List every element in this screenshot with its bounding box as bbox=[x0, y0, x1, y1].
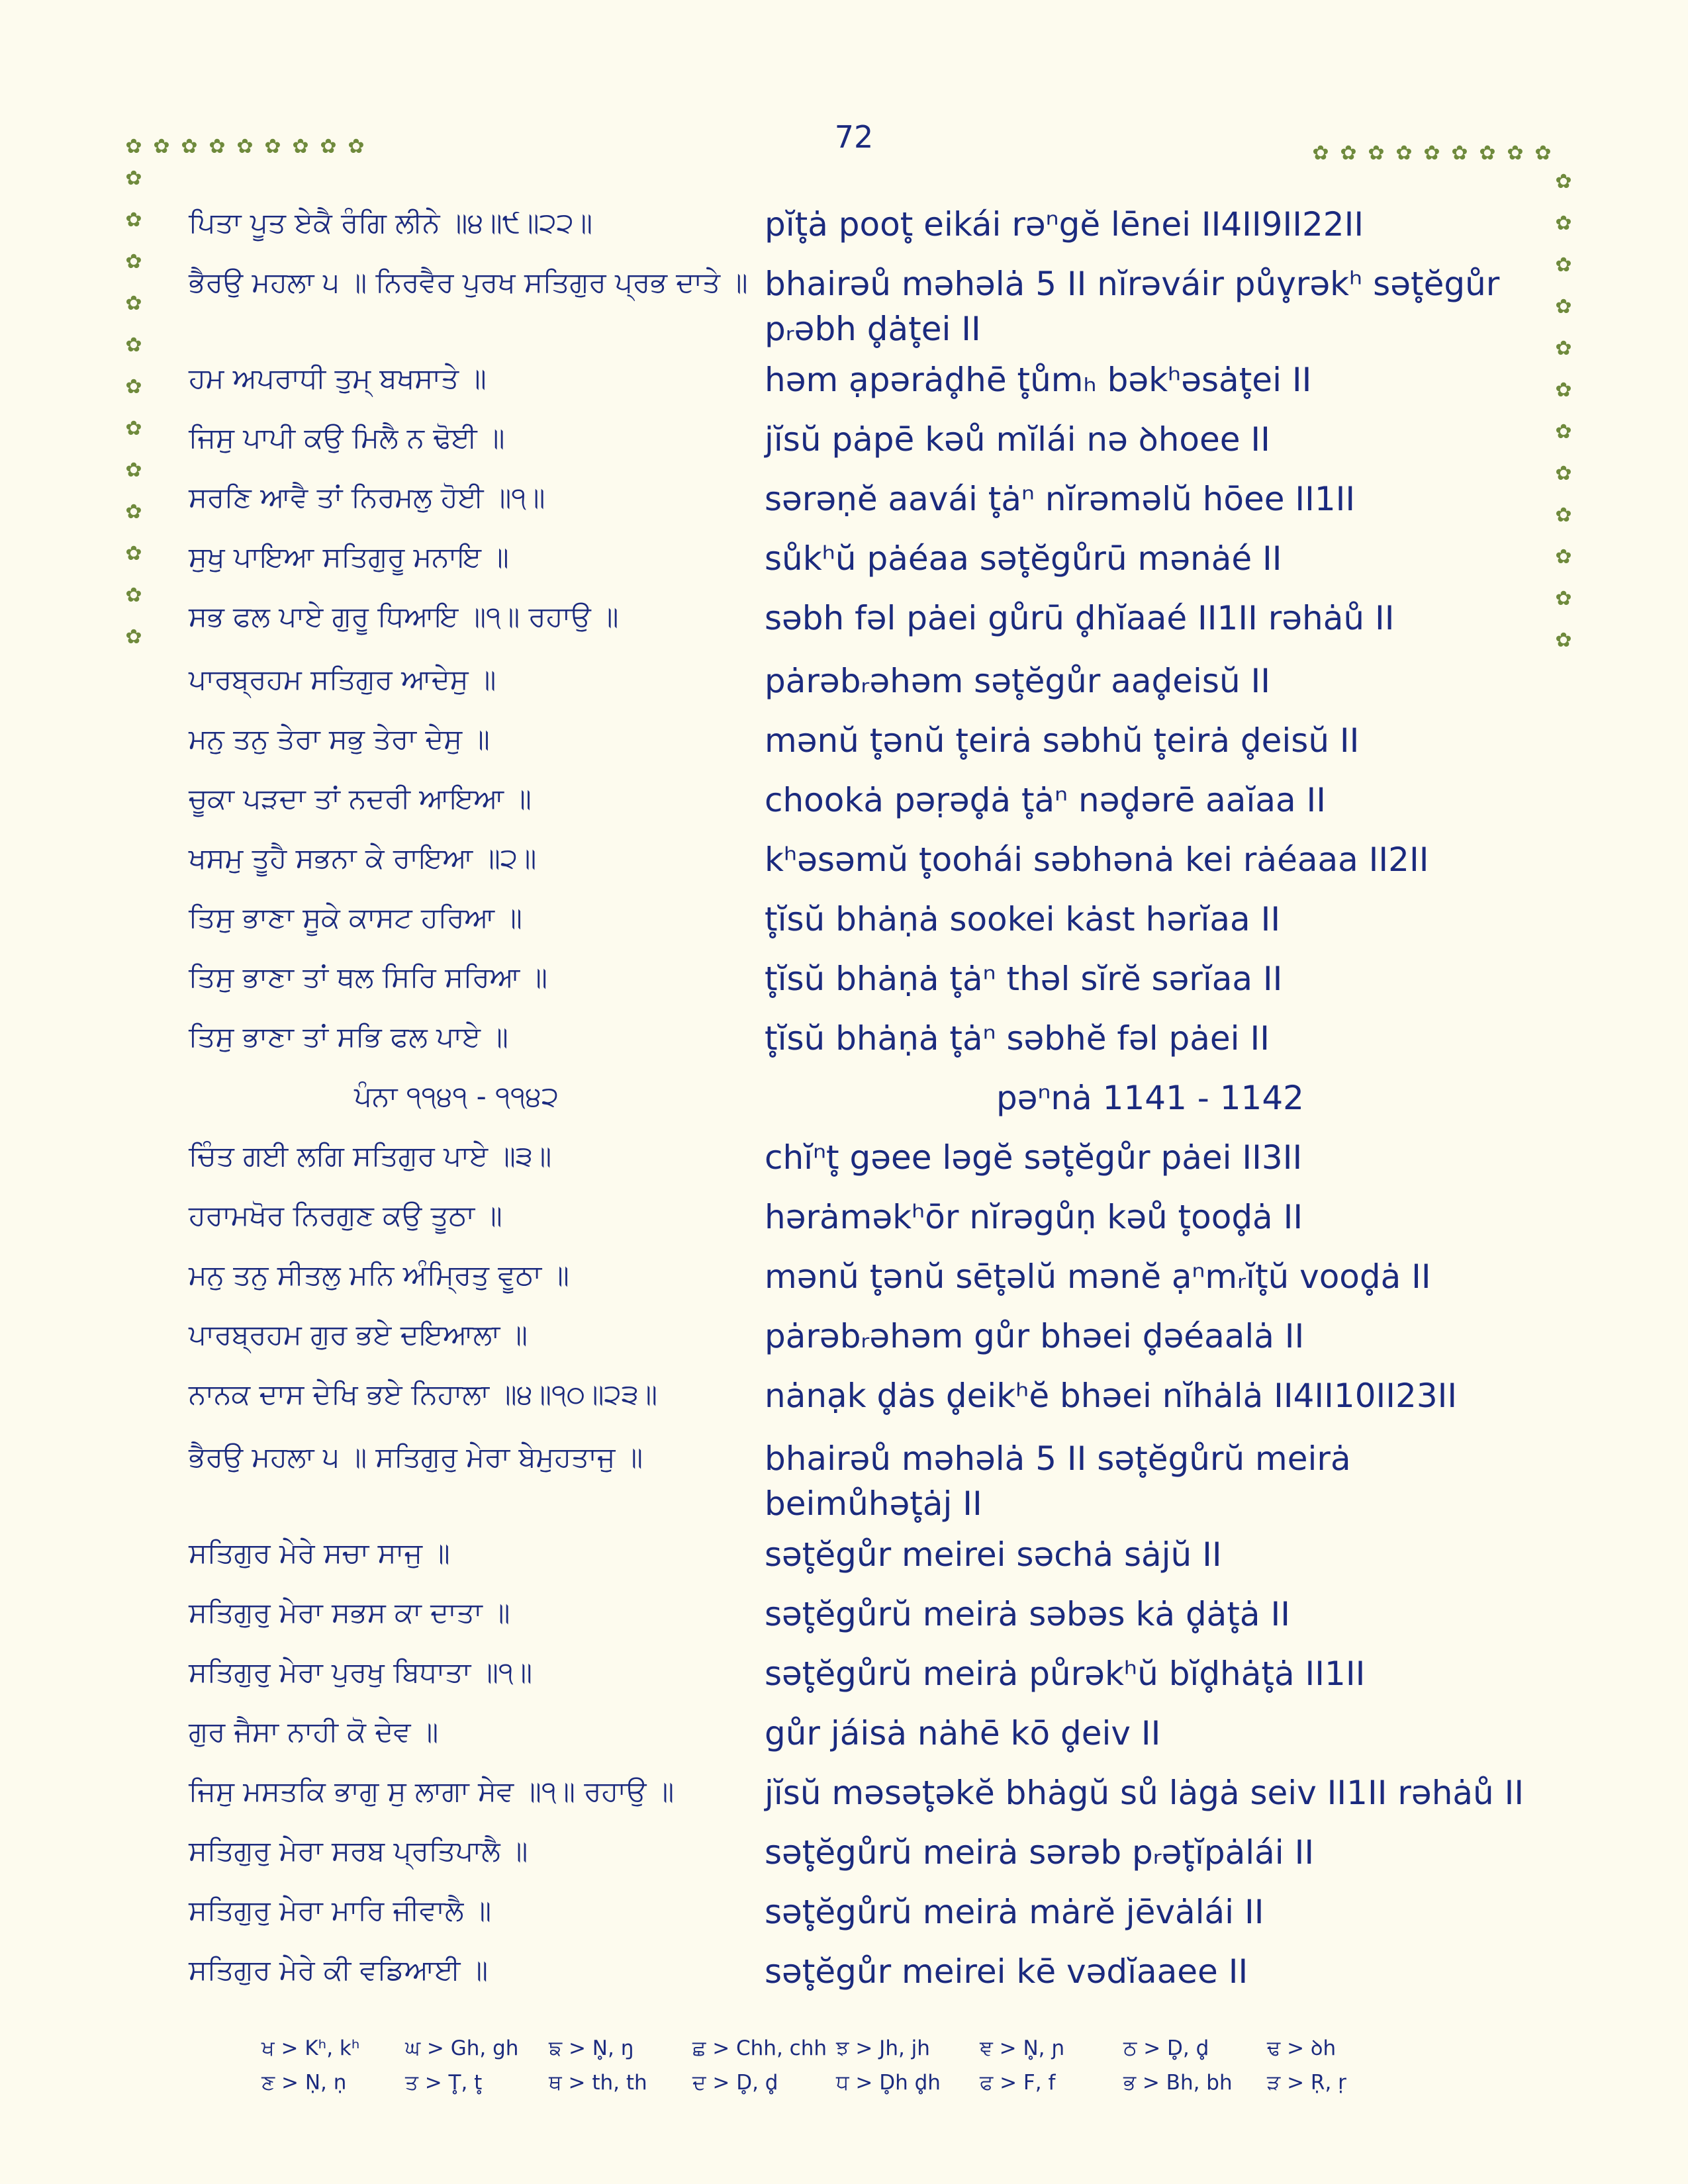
gurmukhi-line: ਸਤਿਗੁਰੁ ਮੇਰਾ ਪੁਰਖੁ ਬਿਧਾਤਾ ॥੧॥ bbox=[189, 1656, 533, 1688]
gurmukhi-line: ਪਾਰਬ੍ਰਹਮ ਗੁਰ ਭਏ ਦਇਆਲਾ ॥ bbox=[189, 1318, 528, 1351]
transliteration-line: t̥ĭsŭ bhȧṇȧ t̥ȧⁿ səbhĕ fəl pȧei II bbox=[765, 1019, 1270, 1058]
verse-row bbox=[189, 1532, 1526, 1574]
verse-row bbox=[189, 1592, 1526, 1634]
flower-ornament-icon: ✿ bbox=[1395, 142, 1413, 165]
flower-ornament-icon: ✿ bbox=[1555, 295, 1572, 318]
gurmukhi-line: ਭੈਰਉ ਮਹਲਾ ੫ ॥ ਨਿਰਵੈਰ ਪੁਰਖ ਸਤਿਗੁਰ ਪ੍ਰਭ ਦਾਤੇ ॥ bbox=[189, 266, 748, 298]
flower-ornament-icon: ✿ bbox=[1312, 142, 1329, 165]
flower-ornament-icon: ✿ bbox=[1555, 212, 1572, 235]
gurmukhi-line: ਸਤਿਗੁਰੁ ਮੇਰਾ ਮਾਰਿ ਜੀਵਾਲੈ ॥ bbox=[189, 1894, 492, 1927]
legend-item: ਞ > N̥, ɲ bbox=[980, 2036, 1065, 2060]
verse-row bbox=[189, 1711, 1526, 1753]
transliteration-line: sət̥ĕgůrŭ meirȧ səbəs kȧ d̥ȧt̥ȧ II bbox=[765, 1595, 1290, 1633]
transliteration-line: bhairəů məhəlȧ 5 II sət̥ĕgůrŭ meirȧ beimůhət̥ȧj II bbox=[765, 1439, 1351, 1523]
transliteration-line: jĭsŭ məsət̥əkĕ bhȧgŭ sů lȧgȧ seiv II1II rəhȧů II bbox=[765, 1774, 1524, 1812]
verse-row bbox=[189, 956, 1526, 999]
transliteration-line: sůkʰŭ pȧéaa sət̥ĕgůrū mənȧé II bbox=[765, 539, 1282, 578]
legend-item: ਭ > Bh, bh bbox=[1123, 2071, 1233, 2095]
transliteration-line: t̥ĭsŭ bhȧṇȧ t̥ȧⁿ thəl sĭrĕ sərĭaa II bbox=[765, 960, 1283, 998]
verse-row bbox=[189, 536, 1526, 578]
transliteration-line: sət̥ĕgůrŭ meirȧ mȧrĕ jēvȧlái II bbox=[765, 1893, 1264, 1931]
gurmukhi-line: ਭੈਰਉ ਮਹਲਾ ੫ ॥ ਸਤਿਗੁਰੁ ਮੇਰਾ ਬੇਮੁਹਤਾਜੁ ॥ bbox=[189, 1441, 643, 1473]
verse-row bbox=[189, 477, 1526, 519]
verse-row bbox=[189, 1135, 1526, 1177]
transliteration-line: sət̥ĕgůr meirei səchȧ sȧjŭ II bbox=[765, 1535, 1222, 1574]
flower-ornament-icon: ✿ bbox=[1340, 142, 1357, 165]
page-number: 72 bbox=[834, 119, 874, 155]
flower-ornament-icon: ✿ bbox=[292, 135, 309, 158]
verse-row bbox=[189, 1016, 1526, 1058]
legend-item: ਤ > T̥, t̥ bbox=[405, 2071, 483, 2095]
flower-ornament-icon: ✿ bbox=[1555, 629, 1572, 652]
legend-item: ਣ > Ṇ, ṇ bbox=[261, 2071, 347, 2095]
verse-row bbox=[189, 837, 1526, 880]
gurmukhi-line: ਮਨੁ ਤਨੁ ਸੀਤਲੁ ਮਨਿ ਅੰਮ੍ਰਿਤੁ ਵੂਠਾ ॥ bbox=[189, 1259, 569, 1291]
flower-ornament-icon: ✿ bbox=[1423, 142, 1440, 165]
verse-row bbox=[189, 1889, 1526, 1932]
verse-row bbox=[189, 417, 1526, 459]
gurmukhi-line: ਸਤਿਗੁਰੁ ਮੇਰਾ ਸਭਸ ਕਾ ਦਾਤਾ ॥ bbox=[189, 1596, 510, 1629]
flower-ornament-icon: ✿ bbox=[1555, 170, 1572, 193]
flower-ornament-icon: ✿ bbox=[1534, 142, 1552, 165]
transliteration-line: səbh fəl pȧei gůrū d̥hĭaaé II1II rəhȧů II bbox=[765, 599, 1395, 637]
transliteration-line: hərȧməkʰōr nĭrəgůṇ kəů t̥ood̥ȧ II bbox=[765, 1198, 1303, 1236]
flower-ornament-icon: ✿ bbox=[125, 542, 142, 565]
gurmukhi-line: ਸਤਿਗੁਰੁ ਮੇਰਾ ਸਰਬ ਪ੍ਰਤਿਪਾਲੈ ॥ bbox=[189, 1835, 528, 1867]
flower-ornament-icon: ✿ bbox=[1555, 420, 1572, 443]
gurmukhi-line: ਖਸਮੁ ਤੂਹੈ ਸਭਨਾ ਕੇ ਰਾਇਆ ॥੨॥ bbox=[189, 842, 537, 874]
flower-ornament-icon: ✿ bbox=[1555, 337, 1572, 360]
gurmukhi-line: ਜਿਸੁ ਪਾਪੀ ਕਉ ਮਿਲੈ ਨ ਢੋਈ ॥ bbox=[189, 422, 505, 454]
legend-item: ਘ > Gh, gh bbox=[405, 2036, 519, 2060]
transliteration-line: nȧnạk d̥ȧs d̥eikʰĕ bhəei nĭhȧlȧ II4II10II23II bbox=[765, 1377, 1458, 1415]
flower-ornament-icon: ✿ bbox=[1555, 504, 1572, 527]
gurmukhi-line: ਹਮ ਅਪਰਾਧੀ ਤੁਮ੍ ਬਖਸਾਤੇ ॥ bbox=[189, 362, 487, 394]
transliteration-line: pȧrəbᵣəhəm sət̥ĕgůr aad̥eisŭ II bbox=[765, 662, 1271, 700]
legend-item: ਢ > ꝺh bbox=[1267, 2036, 1336, 2060]
gurmukhi-line: ਨਾਨਕ ਦਾਸ ਦੇਖਿ ਭਏ ਨਿਹਾਲਾ ॥੪॥੧੦॥੨੩॥ bbox=[189, 1378, 658, 1410]
transliteration-line: kʰəsəmŭ t̥oohái səbhənȧ kei rȧéaaa II2II bbox=[765, 841, 1429, 879]
transliteration-line: mənŭ t̥ənŭ t̥eirȧ səbhŭ t̥eirȧ d̥eisŭ II bbox=[765, 721, 1360, 760]
transliteration-line: pȧrəbᵣəhəm gůr bhəei d̥əéaalȧ II bbox=[765, 1317, 1305, 1355]
gurmukhi-line: ਪਾਰਬ੍ਰਹਮ ਸਤਿਗੁਰ ਆਦੇਸੁ ॥ bbox=[189, 663, 496, 696]
transliteration-legend bbox=[261, 2035, 1411, 2096]
flower-ornament-icon: ✿ bbox=[125, 417, 142, 440]
gurmukhi-line: ਪਿਤਾ ਪੂਤ ਏਕੈ ਰੰਗਿ ਲੀਨੇ ॥੪॥੯॥੨੨॥ bbox=[189, 206, 593, 239]
verse-row bbox=[189, 596, 1526, 638]
gurmukhi-line: ਮਨੁ ਤਨੁ ਤੇਰਾ ਸਭੁ ਤੇਰਾ ਦੇਸੁ ॥ bbox=[189, 723, 490, 755]
verse-row bbox=[189, 1770, 1526, 1813]
transliteration-line: həm ạpərȧd̥hē t̥ůmₕ bəkʰəsȧt̥ei II bbox=[765, 361, 1312, 399]
legend-item: ਝ > Jh, jh bbox=[836, 2036, 930, 2060]
transliteration-line: sət̥ĕgůr meirei kē vədĭaaee II bbox=[765, 1952, 1248, 1991]
transliteration-line: mənŭ t̥ənŭ sēt̥əlŭ mənĕ ạⁿmᵣĭt̥ŭ vood̥ȧ II bbox=[765, 1257, 1431, 1296]
transliteration-line: jĭsŭ pȧpē kəů mĭlái nə ꝺhoee II bbox=[765, 420, 1270, 459]
flower-ornament-icon: ✿ bbox=[125, 167, 142, 190]
flower-ornament-icon: ✿ bbox=[348, 135, 365, 158]
flower-ornament-icon: ✿ bbox=[1507, 142, 1524, 165]
flower-ornament-icon: ✿ bbox=[1555, 253, 1572, 277]
flower-ornament-icon: ✿ bbox=[125, 625, 142, 649]
legend-item: ਧ > D̥h d̥h bbox=[836, 2071, 941, 2095]
verse-row bbox=[189, 357, 1526, 400]
gurmukhi-line: ਪੰਨਾ ੧੧੪੧ - ੧੧੪੨ bbox=[354, 1080, 559, 1113]
flower-ornament-icon: ✿ bbox=[125, 292, 142, 315]
flower-ornament-icon: ✿ bbox=[1555, 545, 1572, 569]
flower-ornament-icon: ✿ bbox=[1555, 462, 1572, 485]
gurmukhi-line: ਸਰਣਿ ਆਵੈ ਤਾਂ ਨਿਰਮਲੁ ਹੋਈ ॥੧॥ bbox=[189, 481, 545, 514]
flower-ornament-icon: ✿ bbox=[125, 375, 142, 398]
flower-ornament-icon: ✿ bbox=[236, 135, 254, 158]
gurmukhi-line: ਸਭ ਫਲ ਪਾਏ ਗੁਰੂ ਧਿਆਇ ॥੧॥ ਰਹਾਉ ॥ bbox=[189, 600, 619, 633]
flower-ornament-icon: ✿ bbox=[320, 135, 337, 158]
gurmukhi-line: ਤਿਸੁ ਭਾਣਾ ਸੂਕੇ ਕਾਸਟ ਹਰਿਆ ॥ bbox=[189, 901, 522, 934]
legend-item: ਫ > F, f bbox=[980, 2071, 1056, 2095]
flower-ornament-icon: ✿ bbox=[125, 584, 142, 607]
gurmukhi-line: ਤਿਸੁ ਭਾਣਾ ਤਾਂ ਥਲ ਸਿਰਿ ਸਰਿਆ ॥ bbox=[189, 961, 547, 993]
transliteration-line: t̥ĭsŭ bhȧṇȧ sookei kȧst hərĭaa II bbox=[765, 900, 1281, 938]
gurmukhi-line: ਹਰਾਮਖੋਰ ਨਿਰਗੁਣ ਕਉ ਤੂਠਾ ॥ bbox=[189, 1199, 502, 1232]
gurmukhi-line: ਗੁਰ ਜੈਸਾ ਨਾਹੀ ਕੋ ਦੇਵ ॥ bbox=[189, 1715, 439, 1748]
verse-row bbox=[189, 1254, 1526, 1297]
verse-row bbox=[189, 261, 1526, 348]
transliteration-line: pəⁿnȧ 1141 - 1142 bbox=[996, 1079, 1304, 1117]
verse-row bbox=[189, 897, 1526, 939]
gurmukhi-line: ਚੂਕਾ ਪੜਦਾ ਤਾਂ ਨਦਰੀ ਆਇਆ ॥ bbox=[189, 782, 532, 815]
gurmukhi-line: ਚਿੰਤ ਗਈ ਲਗਿ ਸਤਿਗੁਰ ਪਾਏ ॥੩॥ bbox=[189, 1140, 552, 1172]
verse-row bbox=[189, 1651, 1526, 1694]
verse-row bbox=[189, 1830, 1526, 1872]
verse-row bbox=[189, 202, 1526, 244]
verse-row bbox=[189, 778, 1526, 820]
flower-ornament-icon: ✿ bbox=[1555, 587, 1572, 610]
gurmukhi-line: ਸੁਖੁ ਪਾਇਆ ਸਤਿਗੁਰੂ ਮਨਾਇ ॥ bbox=[189, 541, 509, 573]
transliteration-line: sət̥ĕgůrŭ meirȧ půrəkʰŭ bĭd̥hȧt̥ȧ II1II bbox=[765, 1655, 1366, 1693]
flower-ornament-icon: ✿ bbox=[1368, 142, 1385, 165]
verse-row bbox=[189, 1195, 1526, 1237]
gurmukhi-line: ਜਿਸੁ ਮਸਤਕਿ ਭਾਗੁ ਸੁ ਲਾਗਾ ਸੇਵ ॥੧॥ ਰਹਾਉ ॥ bbox=[189, 1775, 675, 1807]
flower-ornament-icon: ✿ bbox=[181, 135, 198, 158]
verse-row bbox=[189, 1314, 1526, 1356]
legend-item: ਛ > Chh, chh bbox=[692, 2036, 827, 2060]
legend-item: ਦ > D̥, d̥ bbox=[692, 2071, 778, 2095]
flower-ornament-icon: ✿ bbox=[153, 135, 170, 158]
legend-item: ਥ > th, th bbox=[549, 2071, 647, 2095]
gurmukhi-line: ਸਤਿਗੁਰ ਮੇਰੇ ਕੀ ਵਡਿਆਈ ॥ bbox=[189, 1954, 489, 1986]
legend-item: ਖ > Kʰ, kʰ bbox=[261, 2036, 360, 2060]
flower-ornament-icon: ✿ bbox=[264, 135, 281, 158]
transliteration-line: sərəṇĕ aavái t̥ȧⁿ nĭrəməlŭ hōee II1II bbox=[765, 480, 1356, 518]
verse-row bbox=[189, 1373, 1526, 1416]
gurmukhi-line: ਤਿਸੁ ਭਾਣਾ ਤਾਂ ਸਭਿ ਫਲ ਪਾਏ ॥ bbox=[189, 1021, 508, 1053]
flower-ornament-icon: ✿ bbox=[125, 334, 142, 357]
flower-ornament-icon: ✿ bbox=[1451, 142, 1468, 165]
transliteration-line: chookȧ pəṛəd̥ȧ t̥ȧⁿ nəd̥ərē aaĭaa II bbox=[765, 781, 1326, 819]
verse-row bbox=[189, 659, 1526, 701]
transliteration-line: sət̥ĕgůrŭ meirȧ sərəb pᵣət̥ĭpȧlái II bbox=[765, 1833, 1315, 1872]
legend-item: ਠ > D̥, d̥ bbox=[1123, 2036, 1209, 2060]
flower-ornament-icon: ✿ bbox=[1479, 142, 1496, 165]
transliteration-line: bhairəů məhəlȧ 5 II nĭrəváir pův̥rəkʰ sət̥ĕgůr pᵣəbh d̥ȧt̥ei II bbox=[765, 265, 1500, 348]
legend-item: ਙ > N̥, ŋ bbox=[549, 2036, 634, 2060]
legend-item: ੜ > Ṛ, ṛ bbox=[1267, 2071, 1346, 2095]
flower-ornament-icon: ✿ bbox=[125, 459, 142, 482]
gurmukhi-line: ਸਤਿਗੁਰ ਮੇਰੇ ਸਚਾ ਸਾਜੁ ॥ bbox=[189, 1537, 450, 1569]
flower-ornament-icon: ✿ bbox=[125, 500, 142, 523]
verse-row bbox=[189, 718, 1526, 760]
transliteration-line: gůr jáisȧ nȧhē kō d̥eiv II bbox=[765, 1714, 1161, 1752]
flower-ornament-icon: ✿ bbox=[1555, 379, 1572, 402]
flower-ornament-icon: ✿ bbox=[125, 208, 142, 232]
flower-ornament-icon: ✿ bbox=[125, 135, 142, 158]
transliteration-line: chĭⁿt̥ gəee ləgĕ sət̥ĕgůr pȧei II3II bbox=[765, 1138, 1303, 1177]
verse-row bbox=[189, 1436, 1526, 1523]
page-reference bbox=[189, 1075, 1526, 1118]
transliteration-line: pĭt̥ȧ poot̥ eikái rəⁿgĕ lēnei II4II9II22II bbox=[765, 205, 1364, 244]
flower-ornament-icon: ✿ bbox=[125, 250, 142, 273]
verse-row bbox=[189, 1949, 1526, 1991]
flower-ornament-icon: ✿ bbox=[209, 135, 226, 158]
